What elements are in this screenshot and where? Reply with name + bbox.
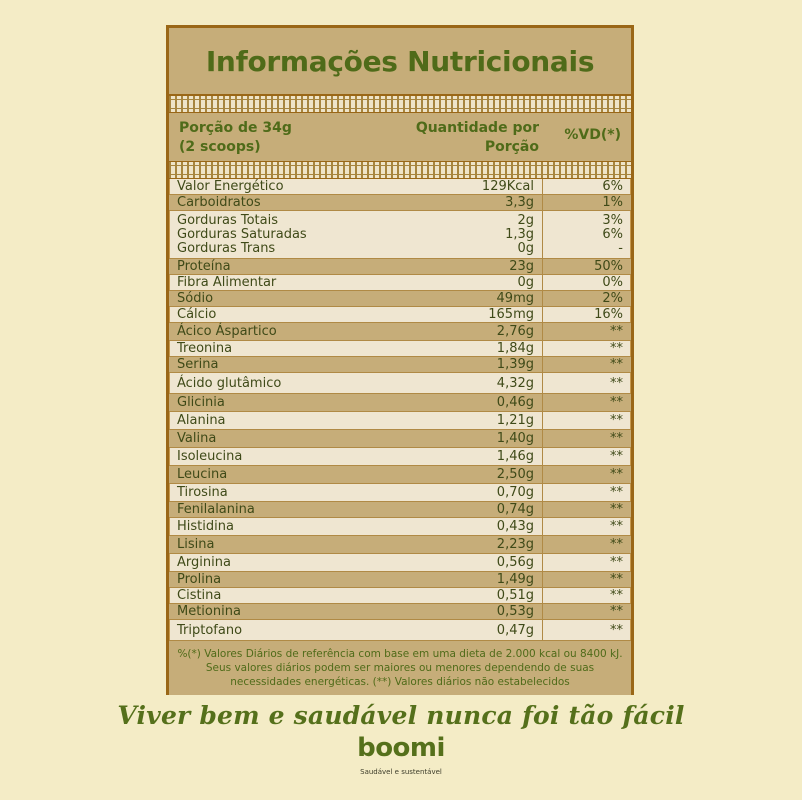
brand-logo: boomi xyxy=(357,733,445,763)
nutrient-quantity: 0g xyxy=(377,275,543,290)
nutrient-name: Sódio xyxy=(177,291,214,306)
nutrient-name: Valina xyxy=(177,431,217,446)
table-row xyxy=(169,588,631,604)
table-row xyxy=(169,620,631,641)
nutrient-quantity: 0,56g xyxy=(377,554,543,571)
nutrient-quantity: 49mg xyxy=(377,291,543,306)
table-row xyxy=(169,394,631,412)
nutrient-vd: ** xyxy=(610,537,623,552)
table-row xyxy=(169,502,631,518)
nutrient-vd: ** xyxy=(610,485,623,500)
table-row xyxy=(169,341,631,357)
nutrient-quantity: 0,53g xyxy=(377,604,543,619)
table-row xyxy=(169,484,631,502)
nutrient-vd-item: 3% xyxy=(602,212,623,228)
nutrient-vd: ** xyxy=(610,324,623,339)
nutrient-vd: ** xyxy=(610,357,623,372)
nutrient-name: Cistina xyxy=(177,588,222,603)
nutrient-vd xyxy=(543,211,631,258)
nutrient-quantity: 2,23g xyxy=(377,536,543,553)
nutrient-name: Fibra Alimentar xyxy=(177,275,277,290)
table-row xyxy=(169,412,631,430)
nutrient-quantity: 23g xyxy=(377,259,543,274)
footnote-line-1: %(*) Valores Diários de referência com base em uma dieta de 2.000 kcal ou 8400 kJ. xyxy=(177,648,623,660)
nutrient-vd: ** xyxy=(610,555,623,570)
portion-line-1: Porção de 34g xyxy=(179,120,292,136)
nutrient-name: Cálcio xyxy=(177,307,217,322)
nutrient-quantity: 1,40g xyxy=(377,430,543,447)
nutrient-vd: ** xyxy=(610,604,623,619)
nutrient-vd: ** xyxy=(610,375,623,391)
nutrient-quantity-item: 2g xyxy=(517,212,534,228)
nutrient-quantity: 0,70g xyxy=(377,484,543,501)
nutrient-vd: 1% xyxy=(602,195,623,210)
nutrient-name: Tirosina xyxy=(177,485,228,500)
nutrient-quantity: 165mg xyxy=(377,307,543,322)
nutrient-quantity-item: 0g xyxy=(517,240,534,256)
table-row xyxy=(169,195,631,211)
nutrient-name: Glicinia xyxy=(177,395,225,410)
nutrient-name: Ácido glutâmico xyxy=(177,375,282,391)
nutrient-quantity-item: 1,3g xyxy=(505,226,534,242)
nutrient-vd: ** xyxy=(610,502,623,517)
table-row xyxy=(169,275,631,291)
nutrient-vd: ** xyxy=(610,431,623,446)
footnote-line-3: necessidades energéticas. (**) Valores diários não estabelecidos xyxy=(230,676,570,688)
nutrient-quantity: 129Kcal xyxy=(377,179,543,194)
nutrient-name: Isoleucina xyxy=(177,449,243,464)
table-row xyxy=(169,179,631,195)
nutrient-name: Metionina xyxy=(177,604,241,619)
nutrient-quantity: 0,47g xyxy=(377,620,543,640)
nutrient-quantity: 1,49g xyxy=(377,572,543,587)
quantity-line-1: Quantidade por xyxy=(415,120,539,136)
nutrient-name-item: Gorduras Totais xyxy=(177,212,278,228)
footnote-line-2: Seus valores diários podem ser maiores ou menores dependendo de suas xyxy=(205,662,595,674)
quantity-line-2: Porção xyxy=(484,139,539,155)
decorative-band-middle xyxy=(169,161,631,179)
table-row xyxy=(169,291,631,307)
nutrient-vd: 16% xyxy=(594,307,623,322)
nutrient-quantity: 1,21g xyxy=(377,412,543,429)
nutrient-quantity: 0,46g xyxy=(377,394,543,411)
nutrient-vd: 0% xyxy=(602,275,623,290)
nutrition-table xyxy=(169,179,631,641)
nutrient-vd: 50% xyxy=(594,259,623,274)
nutrient-vd: ** xyxy=(610,449,623,464)
nutrient-vd-item: - xyxy=(618,240,623,256)
table-row xyxy=(169,211,631,259)
nutrient-name: Valor Energético xyxy=(177,179,284,194)
nutrient-vd: ** xyxy=(610,341,623,356)
nutrient-name: Alanina xyxy=(177,413,226,428)
decorative-band-top xyxy=(169,95,631,113)
nutrient-vd: ** xyxy=(610,413,623,428)
nutrient-quantity: 1,84g xyxy=(377,341,543,356)
table-row xyxy=(169,357,631,373)
nutrient-quantity: 1,46g xyxy=(377,448,543,465)
nutrient-quantity: 0,43g xyxy=(377,518,543,535)
nutrient-name: Carboidratos xyxy=(177,195,261,210)
vd-header: %VD(*) xyxy=(564,127,621,143)
nutrient-name: Proteína xyxy=(177,259,231,274)
nutrient-quantity: 0,74g xyxy=(377,502,543,517)
brand-tagline: Saudável e sustentável xyxy=(360,768,442,776)
quantity-header xyxy=(369,119,539,157)
nutrient-name: Lisina xyxy=(177,537,215,552)
nutrient-quantity: 2,50g xyxy=(377,466,543,483)
table-row xyxy=(169,323,631,341)
table-row xyxy=(169,448,631,466)
nutrient-vd: ** xyxy=(610,467,623,482)
table-row xyxy=(169,307,631,323)
nutrient-name: Treonina xyxy=(177,341,233,356)
nutrient-quantity xyxy=(377,211,543,258)
nutrient-name: Leucina xyxy=(177,467,228,482)
table-row xyxy=(169,466,631,484)
nutrient-vd: ** xyxy=(610,572,623,587)
nutrient-name-item: Gorduras Trans xyxy=(177,240,276,256)
table-row xyxy=(169,554,631,572)
table-row xyxy=(169,536,631,554)
panel-title: Informações Nutricionais xyxy=(205,44,595,78)
portion-line-2: (2 scoops) xyxy=(179,139,261,155)
nutrient-vd: ** xyxy=(610,519,623,534)
nutrient-name: Fenilalanina xyxy=(177,502,255,517)
nutrient-quantity: 1,39g xyxy=(377,357,543,372)
nutrition-facts-panel xyxy=(166,25,634,695)
table-row xyxy=(169,572,631,588)
table-row xyxy=(169,430,631,448)
nutrient-name: Triptofano xyxy=(177,622,243,638)
title-box xyxy=(169,28,631,95)
table-header xyxy=(169,113,631,161)
footnote xyxy=(169,641,631,695)
nutrient-quantity: 2,76g xyxy=(377,323,543,340)
nutrient-vd: 2% xyxy=(602,291,623,306)
nutrient-vd: 6% xyxy=(602,179,623,194)
portion-header xyxy=(179,119,292,157)
nutrient-vd: ** xyxy=(610,588,623,603)
table-row xyxy=(169,518,631,536)
nutrient-vd: ** xyxy=(610,395,623,410)
nutrient-name-item: Gorduras Saturadas xyxy=(177,226,307,242)
table-row xyxy=(169,259,631,275)
nutrient-name xyxy=(169,211,377,258)
table-row xyxy=(169,373,631,394)
nutrient-name: Serina xyxy=(177,357,219,372)
nutrient-name: Histidina xyxy=(177,519,234,534)
nutrient-name: Arginina xyxy=(177,555,231,570)
nutrient-quantity: 4,32g xyxy=(377,373,543,393)
nutrient-quantity: 3,3g xyxy=(377,195,543,210)
table-row xyxy=(169,604,631,620)
nutrient-quantity: 0,51g xyxy=(377,588,543,603)
nutrient-name: Ácico Áspartico xyxy=(177,324,277,339)
nutrient-vd: ** xyxy=(610,622,623,638)
slogan: Viver bem e saudável nunca foi tão fácil xyxy=(117,701,685,730)
nutrient-name: Prolina xyxy=(177,572,222,587)
nutrient-vd-item: 6% xyxy=(602,226,623,242)
